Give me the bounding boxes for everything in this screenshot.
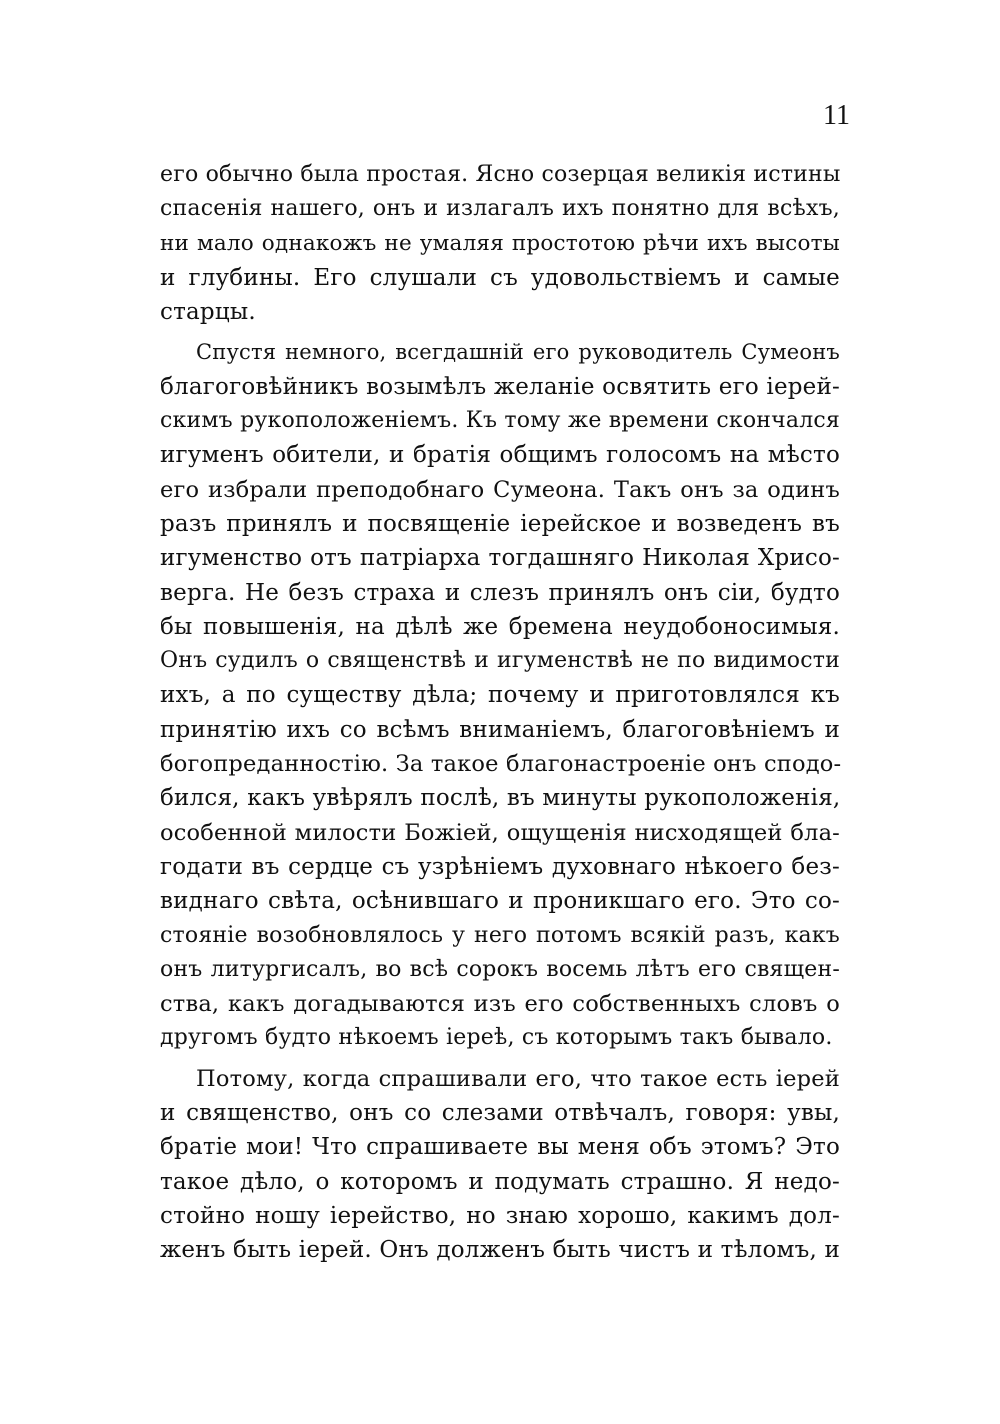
text-line: старцы. bbox=[160, 299, 256, 326]
text-line: стойно ношу іерейство, но знаю хорошо, какимъ дол- bbox=[160, 1202, 840, 1229]
text-line: благоговѣйникъ возымѣлъ желаніе освятить его іерей- bbox=[160, 373, 840, 400]
text-line: его обычно была простая. Ясно созерцая великія истины bbox=[160, 162, 841, 187]
text-line: богопреданностію. За такое благонастроеніе онъ сподо- bbox=[160, 751, 842, 778]
text-line: верга. Не безъ страха и слезъ принялъ онъ сіи, будто bbox=[160, 579, 840, 606]
text-line: стояніе возобновлялось у него потомъ всякій разъ, какъ bbox=[160, 922, 840, 948]
text-line: Потому, когда спрашивали его, что такое есть іерей bbox=[196, 1065, 840, 1092]
text-line: особенной милости Божіей, ощущенія нисходящей бла- bbox=[160, 819, 840, 846]
text-line: спасенія нашего, онъ и излагалъ ихъ понятно для всѣхъ, bbox=[160, 196, 840, 222]
text-line: братіе мои! Что спрашиваете вы меня объ этомъ? Это bbox=[160, 1134, 840, 1161]
page-number: 11 bbox=[823, 100, 850, 131]
text-line: годати въ сердце съ узрѣніемъ духовнаго нѣкоего без- bbox=[160, 853, 840, 880]
text-line: ихъ, а по существу дѣла; почему и приготовлялся къ bbox=[160, 682, 840, 709]
text-line: принятію ихъ со всѣмъ вниманіемъ, благоговѣніемъ и bbox=[160, 716, 840, 743]
text-line: разъ принялъ и посвященіе іерейское и возведенъ въ bbox=[160, 510, 840, 537]
text-line: Спустя немного, всегдашній его руководитель Сумеонъ bbox=[196, 340, 840, 365]
text-line: и священство, онъ со слезами отвѣчалъ, говоря: увы, bbox=[160, 1100, 840, 1127]
text-line: его избрали преподобнаго Сумеона. Такъ онъ за одинъ bbox=[160, 476, 840, 503]
text-line: женъ быть іерей. Онъ долженъ быть чистъ и тѣломъ, и bbox=[160, 1237, 840, 1264]
text-line: такое дѣло, о которомъ и подумать страшно. Я недо- bbox=[160, 1168, 840, 1195]
body-text bbox=[160, 158, 840, 1268]
text-line: скимъ рукоположеніемъ. Къ тому же времени скончался bbox=[160, 408, 840, 434]
text-line: игуменъ обители, и братія общимъ голосомъ на мѣсто bbox=[160, 442, 840, 469]
text-line: бы повышенія, на дѣлѣ же бремена неудобоносимыя. bbox=[160, 613, 840, 640]
text-line: онъ литургисалъ, во всѣ сорокъ восемь лѣтъ его священ- bbox=[160, 956, 840, 982]
text-line: Онъ судилъ о священствѣ и игуменствѣ не по видимости bbox=[160, 648, 840, 674]
text-line: другомъ будто нѣкоемъ іереѣ, съ которымъ такъ бывало. bbox=[160, 1025, 833, 1051]
text-line: и глубины. Его слушали съ удовольствіемъ и самые bbox=[160, 264, 840, 291]
text-line: виднаго свѣта, осѣнившаго и проникшаго его. Это со- bbox=[160, 888, 840, 915]
text-line: игуменство отъ патріарха тогдашняго Николая Хрисо- bbox=[160, 545, 840, 572]
text-line: ства, какъ догадываются изъ его собственныхъ словъ о bbox=[160, 991, 840, 1018]
text-line: ни мало однакожъ не умаляя простотою рѣчи ихъ высоты bbox=[160, 230, 840, 256]
text-line: бился, какъ увѣрялъ послѣ, въ минуты рукоположенія, bbox=[160, 785, 841, 812]
